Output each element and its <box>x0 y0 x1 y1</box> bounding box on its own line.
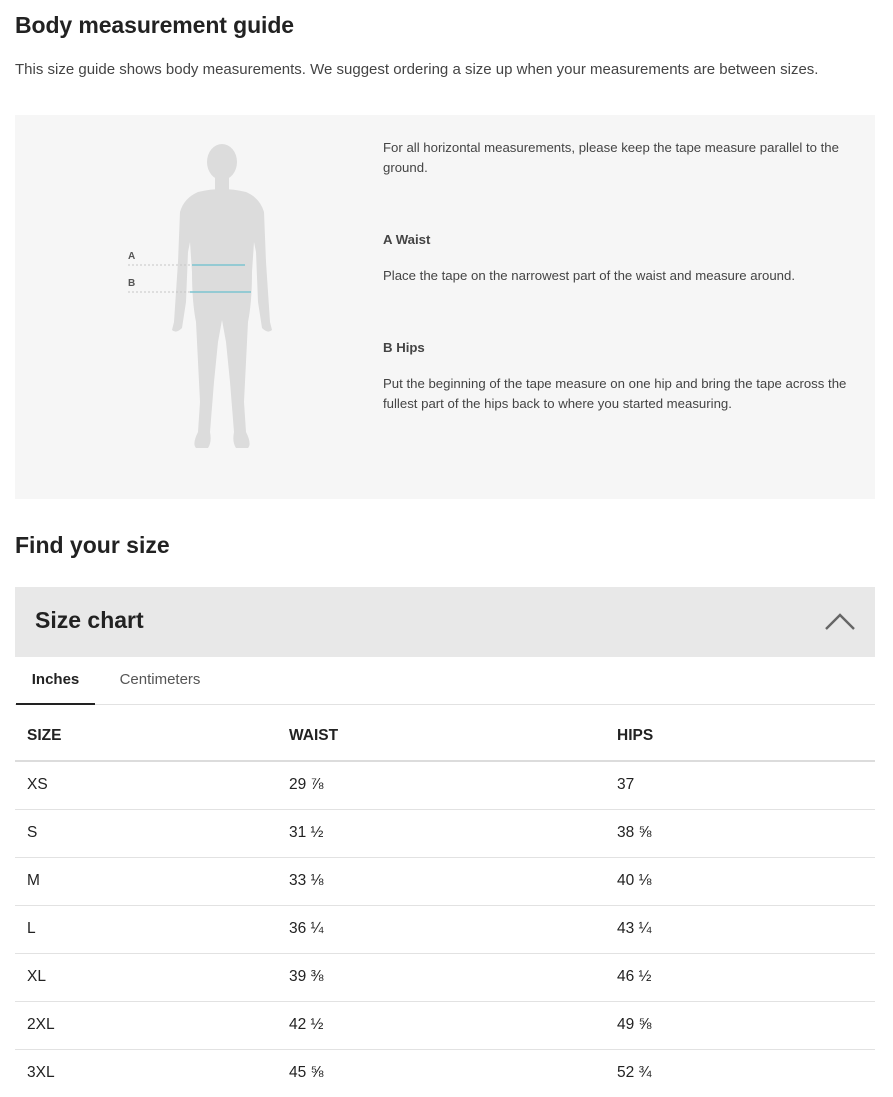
waist-cell: 39 ⅜ <box>277 953 605 1001</box>
size-cell: 3XL <box>15 1049 277 1097</box>
tab-centimeters[interactable]: Centimeters <box>119 671 201 688</box>
size-table <box>15 711 875 1097</box>
diagram-label-b: B <box>128 278 136 289</box>
chevron-up-icon[interactable] <box>824 611 856 631</box>
size-cell: L <box>15 905 277 953</box>
column-header-size: SIZE <box>15 711 277 761</box>
table-row <box>15 905 875 953</box>
body-silhouette-diagram <box>120 142 280 460</box>
size-cell: S <box>15 809 277 857</box>
tab-inches[interactable]: Inches <box>16 657 95 705</box>
find-size-title: Find your size <box>15 532 170 558</box>
waist-description: Place the tape on the narrowest part of the waist and measure around. <box>383 268 795 283</box>
size-cell: 2XL <box>15 1001 277 1049</box>
hips-cell: 43 ¼ <box>605 905 875 953</box>
table-row <box>15 809 875 857</box>
hips-cell: 52 ¾ <box>605 1049 875 1097</box>
table-header-row <box>15 711 875 761</box>
hips-cell: 38 ⅝ <box>605 809 875 857</box>
waist-cell: 36 ¼ <box>277 905 605 953</box>
waist-cell: 42 ½ <box>277 1001 605 1049</box>
table-row <box>15 761 875 809</box>
table-row <box>15 953 875 1001</box>
waist-cell: 33 ⅛ <box>277 857 605 905</box>
hips-cell: 46 ½ <box>605 953 875 1001</box>
size-cell: XS <box>15 761 277 809</box>
hips-heading: B Hips <box>383 340 425 355</box>
size-cell: XL <box>15 953 277 1001</box>
waist-cell: 45 ⅝ <box>277 1049 605 1097</box>
table-row <box>15 857 875 905</box>
hips-cell: 49 ⅝ <box>605 1001 875 1049</box>
table-row <box>15 1049 875 1097</box>
waist-cell: 31 ½ <box>277 809 605 857</box>
table-row <box>15 1001 875 1049</box>
size-chart-title: Size chart <box>35 607 144 633</box>
diagram-label-a: A <box>128 251 136 262</box>
horizontal-measurement-note: For all horizontal measurements, please keep the tape measure parallel to the ground. <box>383 140 839 175</box>
column-header-waist: WAIST <box>277 711 605 761</box>
waist-cell: 29 ⅞ <box>277 761 605 809</box>
hips-description: Put the beginning of the tape measure on one hip and bring the tape across the fullest part of the hips back to where you started measuring. <box>383 376 847 411</box>
guide-intro: This size guide shows body measurements. We suggest ordering a size up when your measurements are between sizes. <box>15 61 819 78</box>
unit-tabs <box>15 657 875 705</box>
size-cell: M <box>15 857 277 905</box>
guide-title: Body measurement guide <box>15 12 294 38</box>
waist-heading: A Waist <box>383 232 431 247</box>
size-chart-accordion-header[interactable] <box>15 587 875 657</box>
hips-cell: 37 <box>605 761 875 809</box>
measurement-guide-panel <box>15 115 875 499</box>
hips-cell: 40 ⅛ <box>605 857 875 905</box>
column-header-hips: HIPS <box>605 711 875 761</box>
